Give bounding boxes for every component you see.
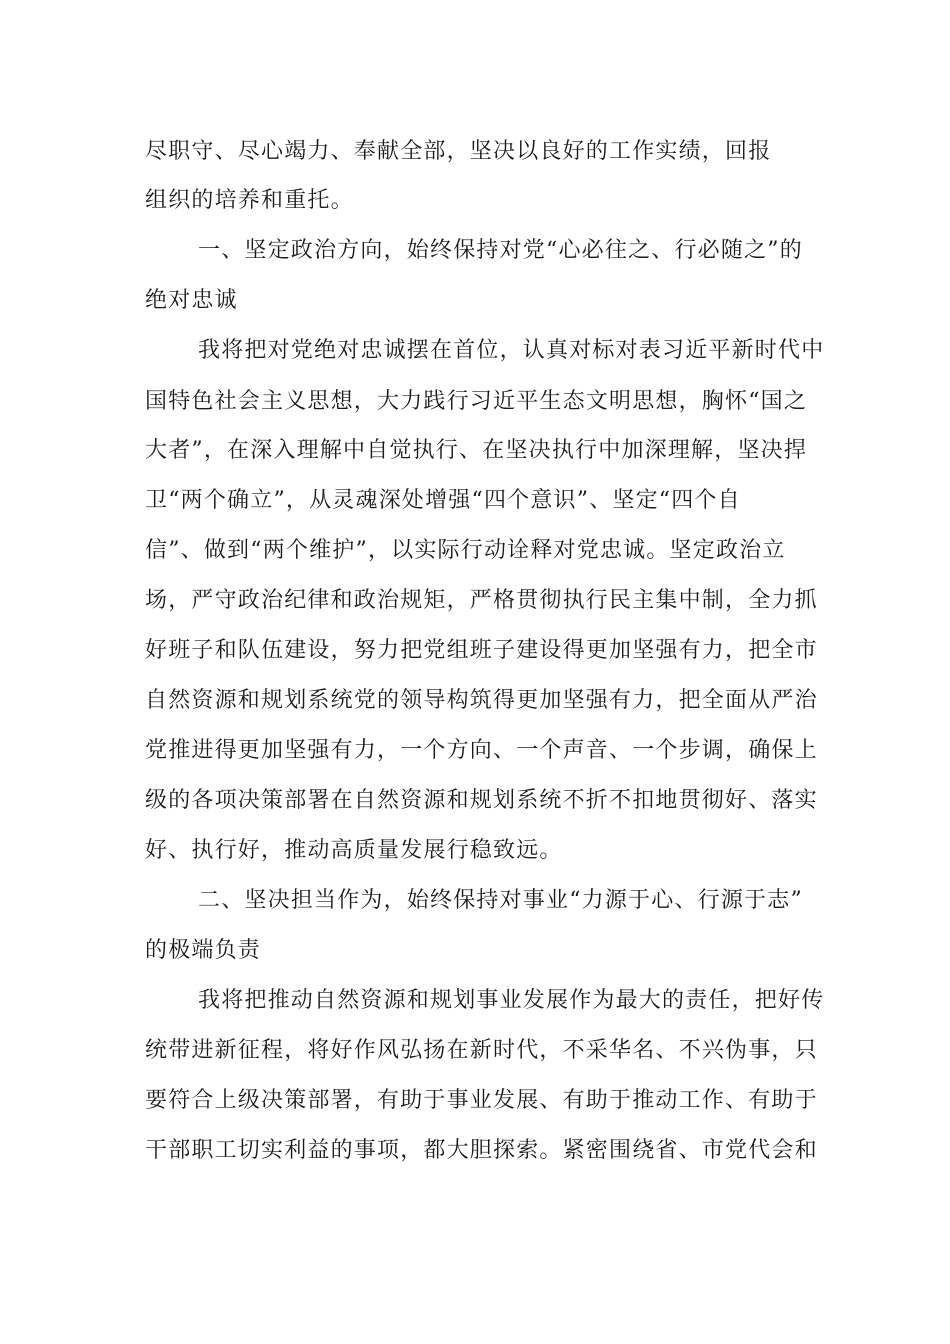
section-heading-1-line-1: 一、坚定政治方向，始终保持对党“心必往之、行必随之”的 xyxy=(198,238,803,263)
text-line-11: 好班子和队伍建设，努力把党组班子建设得更加坚强有力，把全市 xyxy=(145,638,818,663)
text-line-10: 场，严守政治纪律和政治规矩，严格贯彻执行民主集中制，全力抓 xyxy=(145,588,818,613)
text-line-1: 尽职守、尽心竭力、奉献全部，坚决以良好的工作实绩，回报 xyxy=(145,139,772,164)
text-line-13: 党推进得更加坚强有力，一个方向、一个声音、一个步调，确保上 xyxy=(145,738,818,763)
text-line-21: 干部职工切实利益的事项，都大胆探索。紧密围绕省、市党代会和 xyxy=(145,1138,818,1163)
text-line-15: 好、执行好，推动高质量发展行稳致远。 xyxy=(145,838,563,863)
text-line-12: 自然资源和规划系统党的领导构筑得更加坚强有力，把全面从严治 xyxy=(145,688,818,713)
text-line-5: 我将把对党绝对忠诚摆在首位，认真对标对表习近平新时代中 xyxy=(198,338,825,363)
text-line-18: 我将把推动自然资源和规划事业发展作为最大的责任，把好传 xyxy=(198,988,825,1013)
text-line-14: 级的各项决策部署在自然资源和规划系统不折不扣地贯彻好、落实 xyxy=(145,788,818,813)
text-line-2: 组织的培养和重托。 xyxy=(145,188,354,213)
text-line-8: 卫“两个确立”，从灵魂深处增强“四个意识”、坚定“四个自 xyxy=(145,488,741,513)
section-heading-1-line-2: 绝对忠诚 xyxy=(145,288,238,313)
section-heading-2-line-2: 的极端负责 xyxy=(145,938,262,963)
text-line-7: 大者”，在深入理解中自觉执行、在坚决执行中加深理解，坚决捍 xyxy=(145,438,808,463)
text-line-20: 要符合上级决策部署，有助于事业发展、有助于推动工作、有助于 xyxy=(145,1088,818,1113)
text-line-19: 统带进新征程，将好作风弘扬在新时代，不采华名、不兴伪事，只 xyxy=(145,1038,818,1063)
section-heading-2-line-1: 二、坚决担当作为，始终保持对事业“力源于心、行源于志” xyxy=(198,888,803,913)
text-line-9: 信”、做到“两个维护”，以实际行动诠释对党忠诚。坚定政治立 xyxy=(145,538,786,563)
text-line-6: 国特色社会主义思想，大力践行习近平生态文明思想，胸怀“国之 xyxy=(145,389,808,414)
